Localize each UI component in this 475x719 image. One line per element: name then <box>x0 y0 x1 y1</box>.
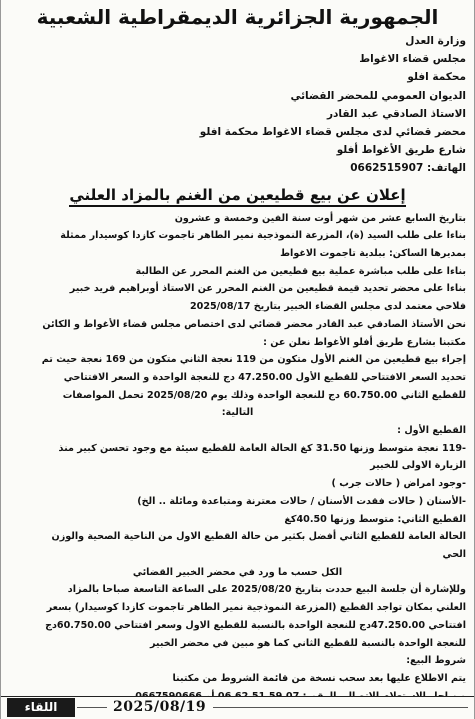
phone-label: الهاتف: <box>426 162 466 175</box>
section-heading: شروط البيع: <box>406 655 466 667</box>
issuer-line: شارع طريق الأغواط أفلو <box>336 144 466 157</box>
issuer-line: وزارة العدل <box>405 35 466 47</box>
republic-heading: الجمهورية الجزائرية الديمقراطية الشعبية <box>36 5 439 29</box>
body-line: -وجود امراض ( حالات جرب ) <box>331 478 466 490</box>
body-line: مكتبنا بشارع طريق أفلو الأغواط نعلن عن : <box>263 336 466 348</box>
body-line: تحديد السعر الافتتاحي للقطيع الأول 47.250.00 دج للنعجة الواحدة و السعر الافتتاحي <box>63 371 466 383</box>
issuer-line: محكمة افلو <box>407 71 466 84</box>
body-line: يتم الاطلاع عليها بعد سحب نسخة من قائمة الشروط من مكتبنا <box>172 672 466 684</box>
body-line: إجراء بيع قطيعين من الغنم الأول متكون من 119 نعجة الثاني متكون من 169 نعجة حيث تم <box>41 354 466 366</box>
body-line: بناءا على طلب مباشرة عملية بيع قطيعين من الغنم المحرر عن الطالبة <box>135 265 466 277</box>
notice-body <box>9 210 466 706</box>
newspaper-brand: اللقاء <box>7 698 75 717</box>
issuer-line: الديوان العمومي للمحضر القضائي <box>290 89 466 102</box>
body-line: نحن الأستاذ الصادقي عبد القادر محضر قضائي لدى اختصاص مجلس قضاء الأغواط و الكائن <box>42 318 466 330</box>
body-line: الحي <box>442 548 466 560</box>
section-heading: القطيع الأول : <box>397 425 466 437</box>
body-line: للنعجة الواحدة بالنسبة للقطيع الثاني كما هو مبين في محضر الخبير <box>149 637 466 649</box>
notice-title <box>9 184 466 206</box>
body-line: -الأسنان ( حالات فقدت الأسنان / حالات معترنة ومتباعدة ومائلة .. الخ) <box>137 495 466 507</box>
issuer-block <box>9 32 466 178</box>
body-line: افتتاحي 47.250.00دج للنعجة الواحدة بالنسبة للقطيع الاول وسعر افتتاحي 60.750.00دج <box>45 619 466 631</box>
body-line: بناءا على طلب السيد (ة)، المزرعة النموذجية نمير الطاهر تاجموت كازدا كوسيدار ممثلة <box>60 230 466 242</box>
phone-line <box>9 159 466 177</box>
body-line: وللإشارة أن جلسة البيع حددت بتاريخ 2025/08/20 على الساعة التاسعة صباحا بالمزاد <box>67 584 466 596</box>
body-line: التالية: <box>221 407 254 419</box>
issuer-line: مجلس قضاء الاغواط <box>359 53 466 66</box>
body-line: الحالة العامة للقطيع الثاني أفضل بكثير من حالة القطيع الاول من الناحية الصحية والوزن <box>51 531 466 543</box>
body-line: للقطيع الثاني 60.750.00 دج للنعجة الواحدة وذلك يوم 2025/08/20 تحمل المواصفات <box>62 389 466 401</box>
body-line: بناءا على محضر تحديد قيمة قطيعين من الغنم المحرر عن الاستاذ أوبراهيم فريد خبير <box>69 283 466 295</box>
section-heading: القطيع الثاني: متوسط وزنها 40.50كغ <box>284 513 466 525</box>
body-line: فلاحي معتمد لدى مجلس القضاء الخبير بتاريخ 2025/08/17 <box>189 301 466 313</box>
publication-date: 2025/08/19 <box>113 699 207 715</box>
footer-bar <box>1 696 474 719</box>
notice-title-text: إعلان عن بيع قطيعين من الغنم بالمزاد العلني <box>69 186 405 207</box>
body-line: الزيارة الاولى للخبير <box>370 460 466 472</box>
phone-number: 0662515907 <box>350 162 424 175</box>
body-line: بمديرها الساكن: ببلدية تاجموت الاغواط <box>280 248 466 260</box>
body-line: -119 نعجة متوسط وزنها 31.50 كغ الحالة العامة للقطيع سيئة مع وجود تحسن كبير منذ <box>58 442 466 454</box>
issuer-line: محضر قضائي لدى مجلس قضاء الاغواط محكمة افلو <box>199 126 466 139</box>
body-line: بتاريخ السابع عشر من شهر أوت سنة الفين وخمسة و عشرون <box>174 212 466 224</box>
body-line: الكل حسب ما ورد في محضر الخبير القضائي <box>132 566 343 578</box>
body-line: العلني بمكان تواجد القطيع (المزرعة النموذجية نمير الطاهر تاجموت كازدا كوسيدار) بسعر <box>46 602 466 614</box>
issuer-line: الاستاذ الصادقي عبد القادر <box>326 107 466 120</box>
